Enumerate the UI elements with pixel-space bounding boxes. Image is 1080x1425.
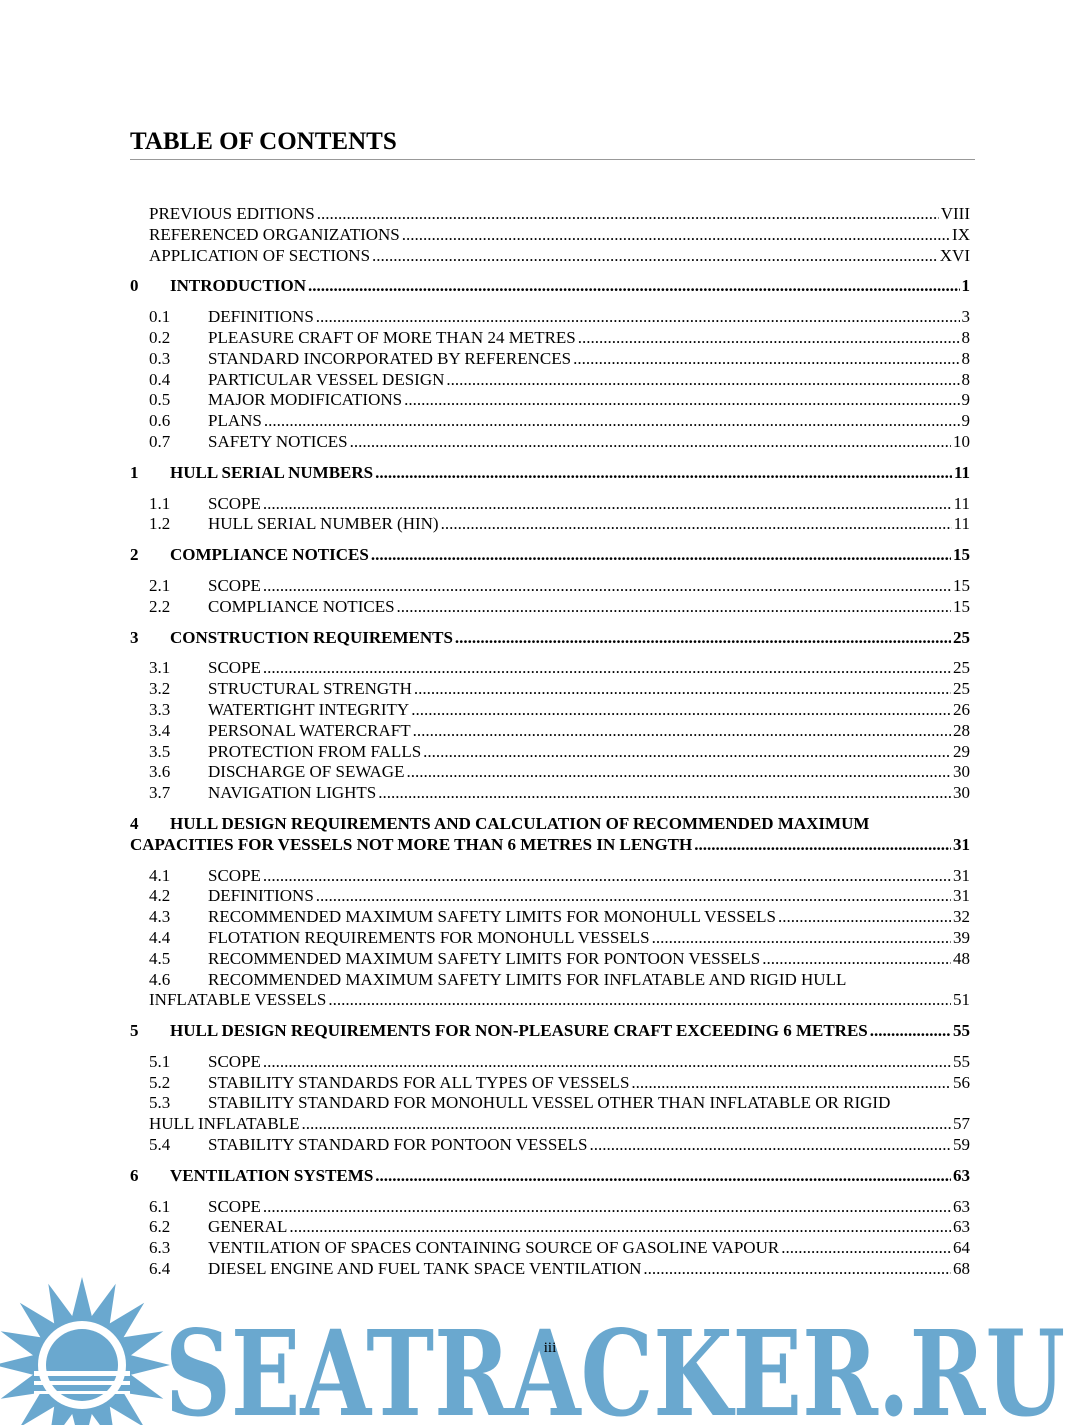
toc-title: DEFINITIONS — [208, 307, 314, 327]
page-number: iii — [543, 1340, 557, 1356]
toc-number: 6.2 — [149, 1217, 171, 1237]
toc-entry[interactable] — [130, 307, 970, 328]
toc-leader — [302, 1114, 951, 1135]
toc-title: STABILITY STANDARDS FOR ALL TYPES OF VESSELS — [208, 1072, 630, 1092]
toc-leader — [316, 307, 960, 328]
toc-title-line2: CAPACITIES FOR VESSELS NOT MORE THAN 6 METRES IN LENGTH — [130, 834, 693, 854]
toc-page: 10 — [953, 431, 970, 451]
toc-title: STABILITY STANDARD FOR PONTOON VESSELS — [208, 1135, 588, 1155]
toc-number: 2.2 — [149, 596, 171, 616]
toc-page: 64 — [953, 1238, 970, 1258]
toc-title-line1: RECOMMENDED MAXIMUM SAFETY LIMITS FOR INFLATABLE AND RIGID HULL — [208, 969, 847, 989]
toc-page: 15 — [953, 545, 970, 565]
toc-leader — [308, 276, 959, 297]
toc-title: VENTILATION SYSTEMS — [170, 1165, 374, 1185]
toc-title: SCOPE — [208, 658, 261, 678]
toc-leader — [263, 494, 952, 515]
toc-chapter[interactable] — [130, 545, 970, 566]
toc-title: NAVIGATION LIGHTS — [208, 783, 377, 803]
toc-chapter[interactable] — [130, 628, 970, 649]
toc-entry[interactable] — [130, 658, 970, 679]
toc-title: PERSONAL WATERCRAFT — [208, 720, 411, 740]
toc-page: 31 — [953, 886, 970, 906]
toc-leader — [263, 1197, 951, 1218]
toc-page: 31 — [953, 865, 970, 885]
toc-page: 15 — [953, 596, 970, 616]
toc-line — [130, 1093, 970, 1114]
toc-leader — [371, 545, 951, 566]
toc-number: 1 — [130, 462, 139, 482]
toc-title: COMPLIANCE NOTICES — [208, 596, 395, 616]
toc-title: PARTICULAR VESSEL DESIGN — [208, 369, 445, 389]
toc-entry[interactable] — [130, 411, 970, 432]
toc-entry[interactable] — [130, 949, 970, 970]
toc-page: 26 — [953, 699, 970, 719]
toc-entry[interactable] — [130, 494, 970, 515]
toc-entry[interactable] — [149, 204, 970, 225]
table-of-contents — [130, 204, 970, 1280]
toc-chapter[interactable] — [130, 1021, 970, 1042]
toc-number: 3.6 — [149, 762, 171, 782]
toc-leader — [778, 907, 951, 928]
toc-title: VENTILATION OF SPACES CONTAINING SOURCE OF GASOLINE VAPOUR — [208, 1238, 780, 1258]
toc-title: SCOPE — [208, 493, 261, 513]
toc-entry[interactable] — [130, 1052, 970, 1073]
toc-page: 51 — [953, 990, 970, 1010]
toc-title: PROTECTION FROM FALLS — [208, 741, 422, 761]
page-title: TABLE OF CONTENTS — [130, 128, 975, 160]
toc-title: RECOMMENDED MAXIMUM SAFETY LIMITS FOR PONTOON VESSELS — [208, 948, 761, 968]
toc-page: 63 — [953, 1217, 970, 1237]
toc-title: PLEASURE CRAFT OF MORE THAN 24 METRES — [208, 327, 576, 347]
watermark-text: SEATRACKER.RU — [165, 1304, 1065, 1425]
toc-title: STRUCTURAL STRENGTH — [208, 679, 412, 699]
toc-title: STANDARD INCORPORATED BY REFERENCES — [208, 348, 572, 368]
toc-leader — [404, 390, 959, 411]
toc-leader — [423, 742, 951, 763]
toc-number: 6.1 — [149, 1196, 171, 1216]
toc-title: WATERTIGHT INTEGRITY — [208, 699, 410, 719]
toc-title-line1: STABILITY STANDARD FOR MONOHULL VESSEL OTHER THAN INFLATABLE OR RIGID — [208, 1093, 891, 1113]
toc-entry[interactable] — [130, 349, 970, 370]
toc-leader — [870, 1021, 951, 1042]
toc-page: 8 — [961, 348, 970, 368]
toc-number: 3.1 — [149, 658, 171, 678]
toc-title: CONSTRUCTION REQUIREMENTS — [170, 627, 453, 647]
toc-number: 0.6 — [149, 411, 171, 431]
toc-entry[interactable] — [149, 225, 970, 246]
toc-chapter[interactable] — [130, 814, 970, 856]
toc-entry[interactable] — [130, 1073, 970, 1094]
toc-entry[interactable] — [130, 783, 970, 804]
toc-page: 56 — [953, 1072, 970, 1092]
toc-number: 5.4 — [149, 1135, 171, 1155]
toc-title: SAFETY NOTICES — [208, 431, 348, 451]
toc-page: 55 — [953, 1021, 970, 1041]
toc-leader — [263, 1052, 951, 1073]
toc-entry[interactable] — [130, 721, 970, 742]
toc-title-line1: HULL DESIGN REQUIREMENTS AND CALCULATION OF RECOMMENDED MAXIMUM — [170, 813, 870, 833]
toc-title: DISCHARGE OF SEWAGE — [208, 762, 405, 782]
toc-entry[interactable] — [149, 246, 970, 267]
toc-number: 4.1 — [149, 865, 171, 885]
toc-page: 8 — [961, 369, 970, 389]
toc-entry[interactable] — [130, 1238, 970, 1259]
toc-entry[interactable] — [130, 390, 970, 411]
toc-page: 9 — [961, 411, 970, 431]
toc-number: 1.2 — [149, 514, 171, 534]
toc-leader — [413, 721, 951, 742]
toc-number: 2.1 — [149, 575, 171, 595]
toc-number: 0.4 — [149, 369, 171, 389]
toc-leader — [328, 990, 951, 1011]
toc-leader — [631, 1073, 951, 1094]
toc-entry[interactable] — [130, 370, 970, 391]
toc-number: 1.1 — [149, 493, 171, 513]
toc-page: 30 — [953, 762, 970, 782]
toc-number: 0.2 — [149, 327, 171, 347]
toc-leader — [694, 835, 951, 856]
toc-number: 0.5 — [149, 390, 171, 410]
toc-leader — [406, 762, 951, 783]
toc-leader — [652, 928, 951, 949]
toc-title: PREVIOUS EDITIONS — [149, 204, 315, 223]
toc-entry[interactable] — [130, 1217, 970, 1238]
toc-number: 3 — [130, 627, 139, 647]
toc-title: APPLICATION OF SECTIONS — [149, 245, 371, 265]
toc-entry[interactable] — [130, 328, 970, 349]
toc-number: 4.5 — [149, 948, 171, 968]
toc-title: SCOPE — [208, 575, 261, 595]
toc-page: 25 — [953, 658, 970, 678]
toc-leader — [781, 1238, 951, 1259]
toc-title: DIESEL ENGINE AND FUEL TANK SPACE VENTILATION — [208, 1259, 642, 1279]
toc-entry[interactable] — [130, 514, 970, 535]
toc-leader — [375, 1166, 951, 1187]
toc-title: SCOPE — [208, 865, 261, 885]
toc-entry[interactable] — [130, 907, 970, 928]
toc-number: 4 — [130, 813, 139, 833]
toc-line — [130, 835, 970, 856]
toc-page: VIII — [940, 204, 970, 223]
toc-number: 3.3 — [149, 699, 171, 719]
toc-number: 6.4 — [149, 1259, 171, 1279]
toc-leader — [446, 370, 959, 391]
toc-chapter[interactable] — [130, 463, 970, 484]
toc-number: 5.2 — [149, 1072, 171, 1092]
toc-number: 6.3 — [149, 1238, 171, 1258]
toc-leader — [289, 1217, 951, 1238]
toc-title: MAJOR MODIFICATIONS — [208, 390, 403, 410]
toc-entry[interactable] — [130, 597, 970, 618]
toc-entry[interactable] — [130, 432, 970, 453]
toc-title: PLANS — [208, 411, 262, 431]
toc-number: 0.7 — [149, 431, 171, 451]
toc-page: 28 — [953, 720, 970, 740]
toc-page: 25 — [953, 679, 970, 699]
toc-leader — [372, 246, 938, 267]
toc-title-line2: HULL INFLATABLE — [149, 1114, 300, 1134]
toc-page: 29 — [953, 741, 970, 761]
toc-number: 4.2 — [149, 886, 171, 906]
toc-page: 11 — [953, 514, 970, 534]
toc-number: 3.7 — [149, 783, 171, 803]
toc-page: 31 — [953, 834, 970, 854]
toc-title: HULL SERIAL NUMBERS — [170, 462, 374, 482]
toc-page: 30 — [953, 783, 970, 803]
toc-page: 57 — [953, 1114, 970, 1134]
toc-entry[interactable] — [130, 762, 970, 783]
toc-entry[interactable] — [130, 866, 970, 887]
toc-leader — [573, 349, 959, 370]
toc-line — [130, 990, 970, 1011]
toc-page: 1 — [961, 276, 970, 296]
toc-number: 4.3 — [149, 907, 171, 927]
toc-title: COMPLIANCE NOTICES — [170, 545, 369, 565]
toc-leader — [441, 514, 952, 535]
toc-title: REFERENCED ORGANIZATIONS — [149, 224, 400, 244]
toc-number: 4.6 — [149, 969, 171, 989]
toc-entry[interactable] — [130, 1197, 970, 1218]
toc-number: 3.2 — [149, 679, 171, 699]
toc-page: 32 — [953, 907, 970, 927]
toc-title: FLOTATION REQUIREMENTS FOR MONOHULL VESSELS — [208, 927, 650, 947]
toc-entry[interactable] — [130, 1093, 970, 1135]
toc-number: 5.3 — [149, 1093, 171, 1113]
toc-chapter[interactable] — [130, 1166, 970, 1187]
toc-page: 63 — [953, 1165, 970, 1185]
toc-title: RECOMMENDED MAXIMUM SAFETY LIMITS FOR MONOHULL VESSELS — [208, 907, 776, 927]
toc-page: IX — [952, 224, 970, 244]
toc-number: 0.1 — [149, 307, 171, 327]
toc-title: GENERAL — [208, 1217, 288, 1237]
toc-number: 0.3 — [149, 348, 171, 368]
toc-title: INTRODUCTION — [170, 276, 307, 296]
toc-page: 8 — [961, 327, 970, 347]
toc-title: DEFINITIONS — [208, 886, 314, 906]
toc-leader — [402, 225, 950, 246]
toc-leader — [378, 783, 951, 804]
toc-leader — [578, 328, 960, 349]
toc-page: 15 — [953, 575, 970, 595]
toc-leader — [762, 949, 951, 970]
toc-leader — [411, 700, 951, 721]
toc-entry[interactable] — [130, 576, 970, 597]
toc-leader — [317, 204, 939, 225]
toc-entry[interactable] — [130, 886, 970, 907]
toc-number: 5 — [130, 1021, 139, 1041]
toc-chapter[interactable] — [130, 276, 970, 297]
toc-leader — [375, 463, 952, 484]
toc-page: 55 — [953, 1051, 970, 1071]
toc-number: 3.4 — [149, 720, 171, 740]
toc-page: 3 — [961, 307, 970, 327]
toc-page: XVI — [939, 245, 970, 265]
toc-page: 48 — [953, 948, 970, 968]
toc-page: 63 — [953, 1196, 970, 1216]
toc-number: 5.1 — [149, 1051, 171, 1071]
toc-number: 2 — [130, 545, 139, 565]
toc-leader — [414, 679, 951, 700]
toc-title: SCOPE — [208, 1196, 261, 1216]
toc-leader — [350, 432, 951, 453]
toc-entry[interactable] — [130, 970, 970, 1012]
toc-leader — [397, 597, 951, 618]
toc-line — [130, 1114, 970, 1135]
toc-title-line2: INFLATABLE VESSELS — [149, 990, 327, 1010]
toc-leader — [263, 658, 951, 679]
toc-leader — [590, 1135, 951, 1156]
toc-page: 59 — [953, 1135, 970, 1155]
toc-page: 39 — [953, 927, 970, 947]
toc-page: 9 — [961, 390, 970, 410]
toc-page: 11 — [953, 462, 970, 482]
toc-number: 4.4 — [149, 927, 171, 947]
toc-leader — [455, 628, 951, 649]
toc-title: HULL DESIGN REQUIREMENTS FOR NON-PLEASURE CRAFT EXCEEDING 6 METRES — [170, 1021, 868, 1041]
toc-leader — [316, 886, 951, 907]
toc-entry[interactable] — [130, 700, 970, 721]
toc-number: 0 — [130, 276, 139, 296]
toc-entry[interactable] — [130, 928, 970, 949]
toc-entry[interactable] — [130, 1135, 970, 1156]
toc-number: 3.5 — [149, 741, 171, 761]
toc-page: 25 — [953, 627, 970, 647]
toc-title: SCOPE — [208, 1051, 261, 1071]
toc-entry[interactable] — [130, 742, 970, 763]
toc-line — [130, 970, 970, 991]
toc-title: HULL SERIAL NUMBER (HIN) — [208, 514, 439, 534]
toc-entry[interactable] — [130, 679, 970, 700]
toc-page: 11 — [953, 493, 970, 513]
toc-number: 6 — [130, 1165, 139, 1185]
toc-leader — [263, 576, 951, 597]
toc-page: 68 — [953, 1259, 970, 1279]
toc-leader — [264, 411, 960, 432]
toc-leader — [263, 866, 951, 887]
toc-line — [130, 814, 970, 835]
